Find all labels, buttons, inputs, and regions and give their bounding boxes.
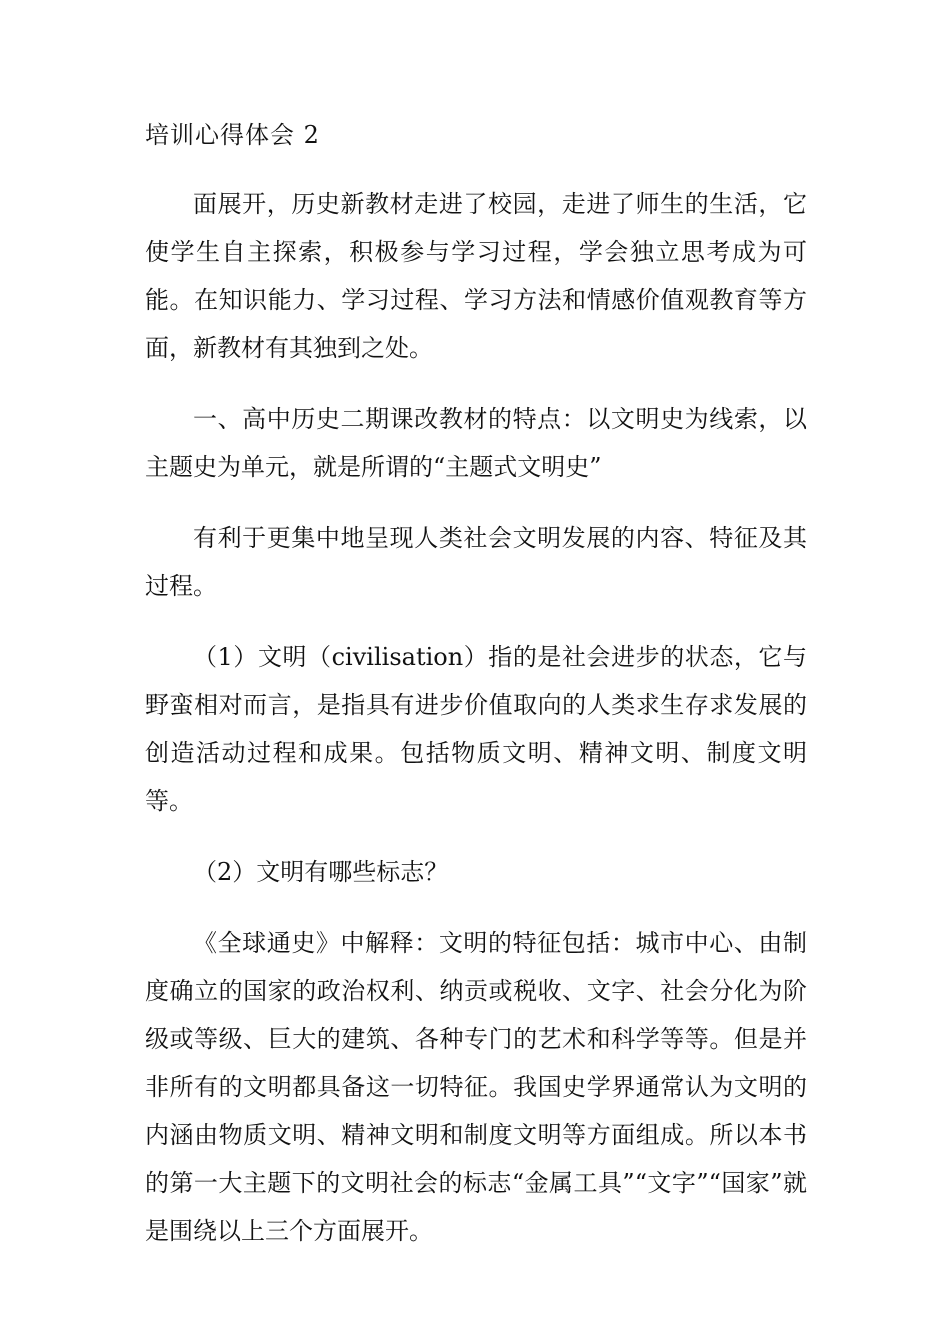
paragraph-global-history: 《全球通史》中解释：文明的特征包括：城市中心、由制度确立的国家的政治权利、纳贡或税收、文字、社会分化为阶级或等级、巨大的建筑、各种专门的艺术和科学等等。但是并非所有的文明都具备这一切特征。我国史学界通常认为文明的内涵由物质文明、精神文明和制度文明等方面组成。所以本书的第一大主题下的文明社会的标志“金属工具”“文字”“国家”就是围绕以上三个方面展开。 [145,929,807,1245]
paragraph-benefit: 有利于更集中地呈现人类社会文明发展的内容、特征及其过程。 [145,524,807,600]
document-body [145,180,807,1255]
paragraph-section-one-heading: 一、高中历史二期课改教材的特点：以文明史为线索，以主题史为单元，就是所谓的“主题式文明史” [145,405,807,481]
paragraph-intro: 面展开，历史新教材走进了校园，走进了师生的生活，它使学生自主探索，积极参与学习过程，学会独立思考成为可能。在知识能力、学习过程、学习方法和情感价值观教育等方面，新教材有其独到之处。 [145,190,807,362]
paragraph-civilisation-question: （2）文明有哪些标志？ [193,858,449,886]
document-title: 培训心得体会 2 [145,121,320,149]
paragraph-civilisation-definition: （1）文明（civilisation）指的是社会进步的状态，它与野蛮相对而言，是指具有进步价值取向的人类求生存求发展的创造活动过程和成果。包括物质文明、精神文明、制度文明等。 [145,643,807,815]
